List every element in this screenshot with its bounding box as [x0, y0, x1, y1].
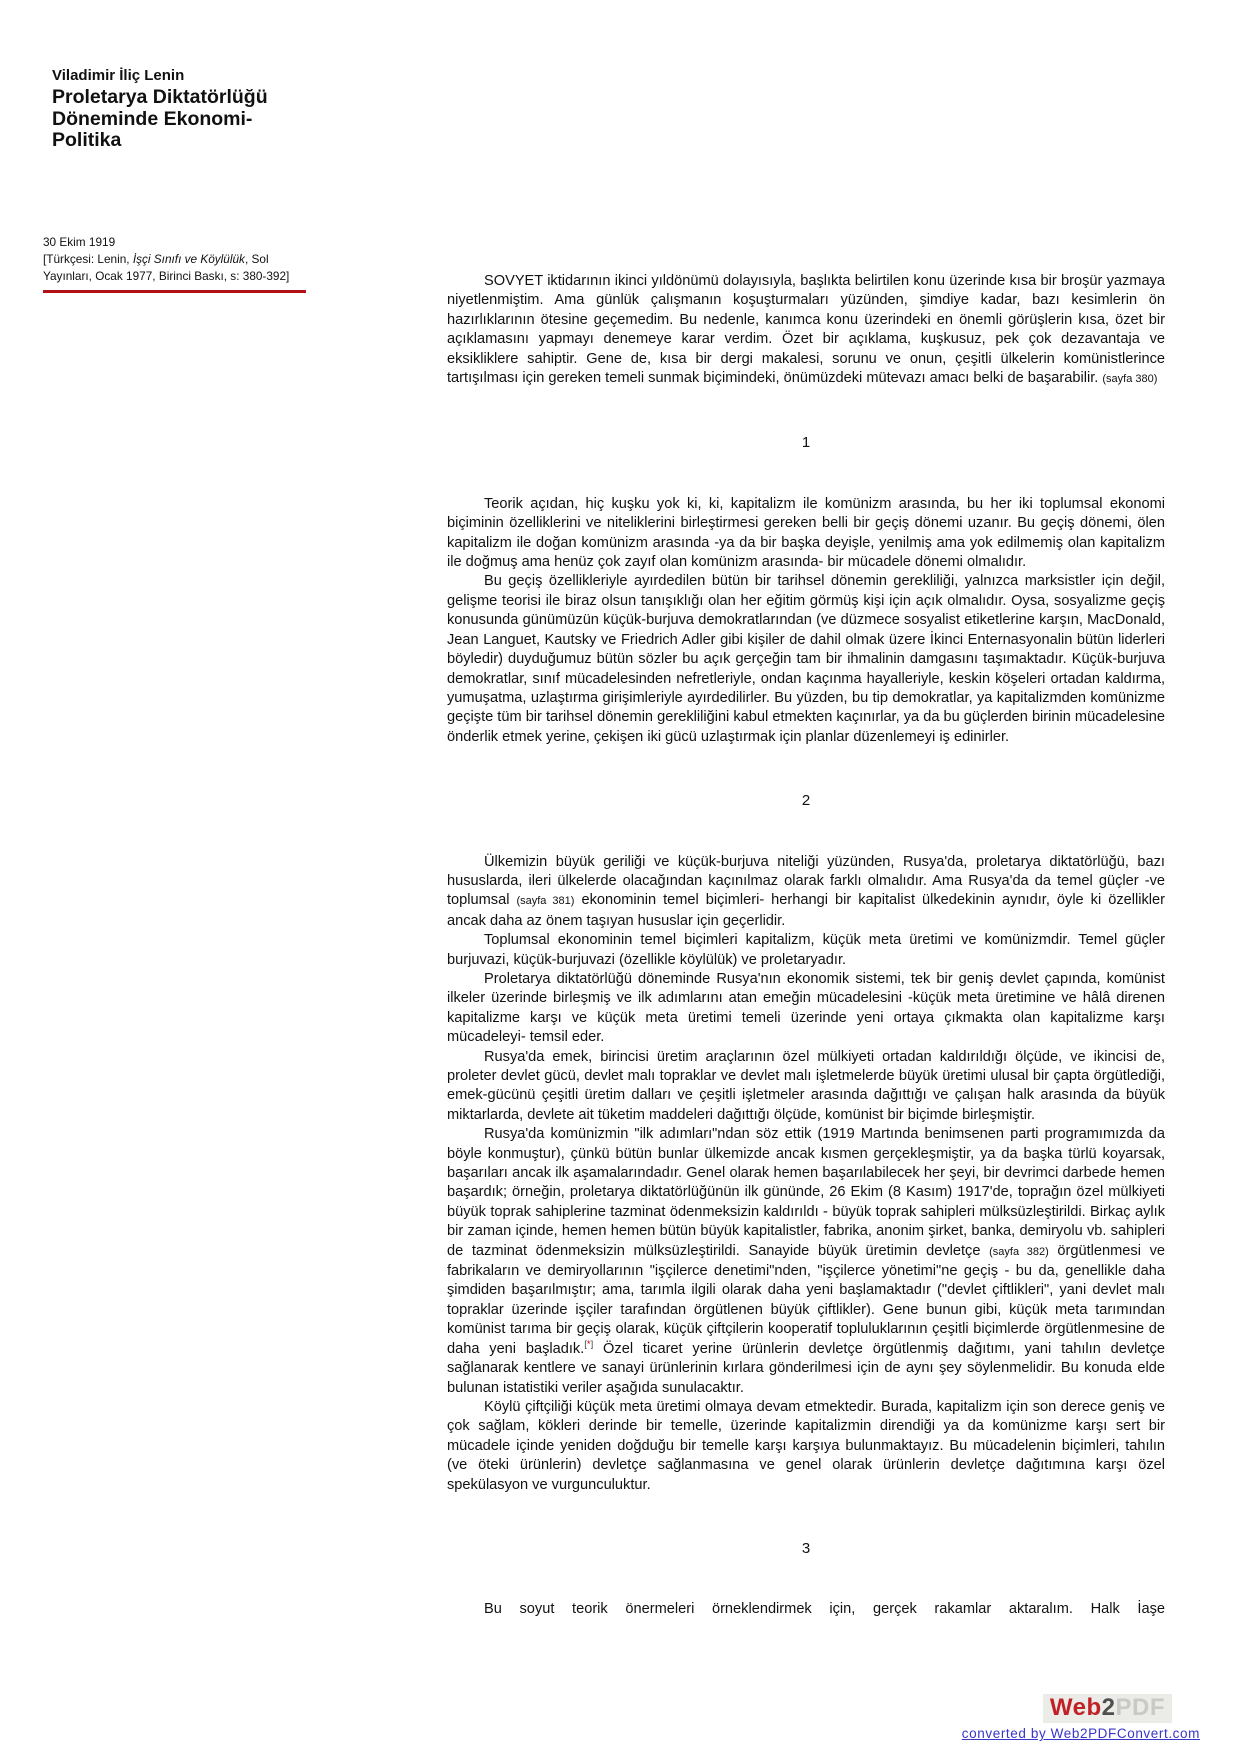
article-body — [447, 272, 1165, 1620]
logo-part-2: 2 — [1101, 1694, 1116, 1721]
section-number: 2 — [801, 792, 811, 810]
section-number: 3 — [801, 1539, 811, 1557]
source-suffix: , Sol Yayınları, Ocak 1977, Birinci Baskı, s: 380-392] — [43, 251, 290, 283]
paragraph: SOVYET iktidarının ikinci yıldönümü dolayısıyla, başlıkta belirtilen konu üzerinde kısa bir broşür yazmaya niyetlenmiştim. Ama günlük çalışmanın koşuşturmaları yüzünden, şimdiye kadar, bazı kesimlerin ön hazırlıklarının ötesine geçemedim. Bu nedenle, kanımca konu üzerindeki en önemli görüşlerin kısa, özet bir açıklamasını yapmayı denemeye karar verdim. Özet bir açıklama, kuşkusuz, pek çok dezavantaja ve eksikliklere sahiptir. Gene de, kısa bir dergi makalesi, sorunu ve onun, çeşitli ülkelerin komünistlerince tartışılması için gereken temeli sunmak biçimindeki, önümüzdeki mütevazı amacı belki de başarabilir. (sayfa 380) — [447, 273, 1165, 387]
paragraph: Bu soyut teorik önermeleri örneklendirmek için, gerçek rakamlar aktaralım. Halk İaşe — [484, 1601, 1165, 1618]
paragraph: Rusya'da komünizmin "ilk adımları"ndan söz ettik (1919 Martında benimsenen parti programımızda da böyle konmuştur), çünkü bütün bunlar ülkemizde ancak kısmen gerçekleşmiştir, ya da başka türlü koyarsak, başarıları ancak ilk aşamalarındadır. Genel olarak hemen başarılabilecek her şeyi, bir devrimci darbede hemen başardık; örneğin, proletarya diktatörlüğünün ilk gününde, 26 Ekim (8 Kasım) 1917'de, toprağın özel mülkiyeti büyük toprak sahiplerine tazminat ödenmeksizin kaldırıldı - büyük toprak sahipleri mülksüzleştirildi. Birkaç aylık bir zaman içinde, hemen hemen bütün büyük kapitalistler, fabrika, anonim şirket, banka, demiryolu vb. sahipleri de tazminat ödenmeksizin mülksüzleştirildi. Sanayide büyük üretimin devletçe (sayfa 382) örgütlenmesi ve fabrikaların ve demiryollarının "işçilerce denetimi"nden, "işçilerce yönetimi"ne geçiş - bu da, genellikle daha şimdiden başarılmıştır; ama, tarımla ilgili olarak daha yeni başlamaktadır ("devlet çiftlikleri", yani devlet malı topraklar üzerinde işçiler tarafından örgütlenen büyük çiftlikler). Gene bunun gibi, küçük meta tarımından komünist tarıma bir geçiş olarak, küçük çiftçilerin kooperatif topluluklarının çeşitli biçimlerde örgütlenmesine de daha yeni başladık.[*] Özel ticaret yerine ürünlerin devletçe örgütlenmiş dağıtımı, yani tahılın devletçe sağlanarak kentlere ve sanayi ürünlerinin kırlara gönderilmesi için de aynı şey söylenmelidir. Bu konuda elde bulunan istatistiki veriler aşağıda sunulacaktır. — [447, 1126, 1166, 1396]
paragraph: Toplumsal ekonominin temel biçimleri kapitalizm, küçük meta üretimi ve komünizmdir. Temel güçler burjuvazi, küçük-burjuvazi (özellikle köylülük) ve proletaryadır. — [447, 932, 1165, 968]
paragraph: Teorik açıdan, hiç kuşku yok ki, ki, kapitalizm ile komünizm arasında, bu her iki toplumsal ekonomi biçiminin özelliklerini ve niteliklerini birleştirmesi gereken belli bir geçiş dönemi uzanır. Bu geçiş dönemi, ölen kapitalizm ile doğan komünizm arasında -ya da bir başka deyişle, yenilmiş ama yok edilmemiş olan kapitalizm ile doğmuş ama henüz çok zayıf olan komünizm arasında- bir mücadele dönemi olmalıdır. — [447, 495, 1165, 571]
paragraph: Proletarya diktatörlüğü döneminde Rusya'nın ekonomik sistemi, tek bir geniş devlet çapında, komünist ilkeler üzerinde birleşmiş ve ilk adımlarını atan emeğin mücadelesini -küçük meta üretimine ve hâlâ direnen kapitalizme karşı ve küçük meta üretimi temeli üzerinde yeni ortaya çıkmakta olan kapitalizme karşı mücadeleyi- temsil eder. — [447, 970, 1165, 1046]
footnote-marker-link[interactable]: [*] — [584, 1338, 594, 1350]
page-reference: (sayfa 381) — [516, 895, 575, 908]
paragraph: Rusya'da emek, birincisi üretim araçlarının özel mülkiyeti ortadan kaldırıldığı ölçüde, ve ikincisi de, proleter devlet gücü, devlet malı topraklar ve devlet malı işletmelerde büyük üretimi ulusal bir çapta örgütlediği, emek-gücünü çeşitli üretim dalları ve çeşitli işletmeler arasında dağıttığı ve çalışan halk arasında da büyük miktarlarda, devlete ait tüketim maddeleri dağıttığı ölçüde, komünist bir biçimde birleşmiştir. — [447, 1048, 1165, 1123]
source-title: İşçi Sınıfı ve Köylülük — [132, 251, 245, 266]
section-number: 1 — [801, 434, 811, 452]
paragraph: Ülkemizin büyük geriliği ve küçük-burjuva niteliği yüzünden, Rusya'da, proletarya diktatörlüğü, bazı hususlarda, ileri ülkelerde olacağından kaçınılmaz olarak farklı olmalıdır. Ama Rusya'da da temel güçler -ve toplumsal (sayfa 381) ekonominin temel biçimleri- herhangi bir kapitalist ülkedekinin aynıdır, öyle ki özellikler ancak daha az önem taşıyan hususlar için geçerlidir. — [447, 853, 1165, 929]
red-divider — [43, 290, 306, 293]
web2pdf-logo — [1043, 1694, 1172, 1723]
web2pdf-convert-link[interactable]: converted by Web2PDFConvert.com — [961, 1726, 1200, 1741]
page-reference: (sayfa 382) — [989, 1245, 1049, 1258]
page-reference: (sayfa 380) — [1102, 373, 1158, 386]
web2pdf-footer — [962, 1694, 1200, 1741]
logo-part-pdf: PDF — [1115, 1694, 1165, 1721]
author-name: Viladimir İliç Lenin — [52, 67, 185, 84]
source-citation — [43, 251, 311, 285]
logo-part-web: Web — [1049, 1694, 1102, 1721]
document-header — [52, 66, 352, 152]
source-prefix: [Türkçesi: Lenin, — [43, 251, 133, 266]
meta-block — [43, 234, 311, 293]
paragraph: Köylü çiftçiliği küçük meta üretimi olmaya devam etmektedir. Burada, kapitalizm için son derece geniş ve çok sağlam, kökleri derinde bir temelle, üzerinde kapitalizmin direndiği ya da komünizme karşı sert bir mücadele içinde yeniden doğduğu bir temelle karşı karşıya bulunmaktayız. Bu mücadelenin biçimleri, tahılın (ve öteki ürünlerin) devletçe sağlanmasına ve genel olarak ürünlerin devletçe dağıtımına karşı özel spekülasyon ve vurgunculuktur. — [447, 1398, 1165, 1493]
document-date: 30 Ekim 1919 — [43, 235, 116, 249]
paragraph: Bu geçiş özellikleriyle ayırdedilen bütün bir tarihsel dönemin gerekliliği, yalnızca marksistler için değil, gelişme teorisi ile biraz olsun tanışıklığı olan her eğitim görmüş kişi için açık olmalıdır. Oysa, sosyalizme geçiş konusunda günümüzün küçük-burjuva demokratlarından (ve düzmece sosyalist etiketlerine karşın, MacDonald, Jean Languet, Kautsky ve Friedrich Adler gibi kişiler de dahil olmak üzere İkinci Enternasyonalin bütün liderleri böyledir) duyduğumuz bütün sözler bu açık gerçeğin tam bir ihmalinin damgasını taşımaktadır. Küçük-burjuva demokratlar, sınıf mücadelesinden nefretleriyle, ondan kaçınma hayalleriyle, keskin köşeleri ortadan kaldırma, yumuşatma, uzlaştırma girişimleriyle ayırdedilirler. Bu yüzden, bu tip demokratlar, ya kapitalizmden komünizme geçişte tüm bir tarihsel dönemin gerekliliğini kabul etmekten kaçınırlar, ya da bu güçlerden birinin mücadelesine önderlik etmek yerine, çekişen iki gücü uzlaştırmak için planlar düzenlemeyi iş edinirler. — [447, 573, 1165, 745]
document-title: Proletarya Diktatörlüğü Döneminde Ekonomi-Politika — [52, 86, 268, 151]
